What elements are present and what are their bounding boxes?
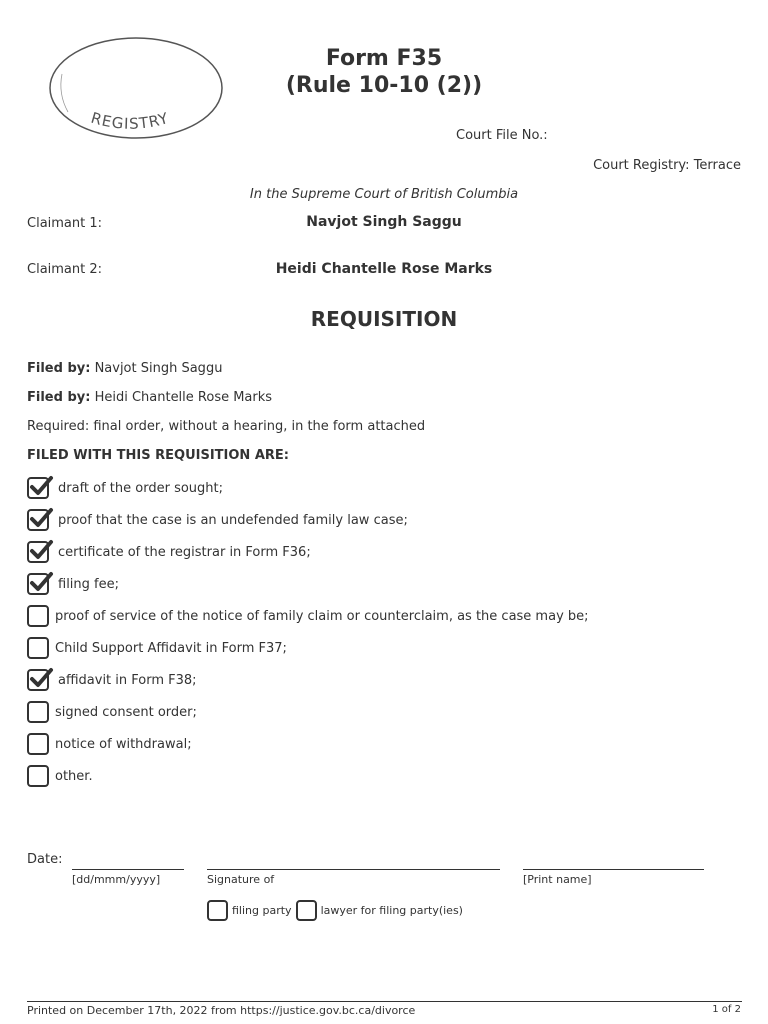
court-registry: Court Registry: Terrace [593, 158, 741, 173]
filed-by-name: Navjot Singh Saggu [94, 361, 223, 376]
checklist-item-label: signed consent order; [55, 704, 197, 720]
checklist-item-label: proof of service of the notice of family claim or counterclaim, as the case may be; [55, 608, 589, 624]
checkbox-checked[interactable] [27, 477, 49, 499]
checkbox-unchecked[interactable] [27, 733, 49, 755]
checklist-item [27, 541, 311, 563]
filed-by-2 [27, 390, 272, 405]
lawyer-checkbox[interactable] [296, 900, 317, 921]
form-title: Form F35 [325, 46, 443, 71]
checkmark-icon [29, 570, 55, 594]
footer-divider [27, 1001, 742, 1002]
checklist-item [27, 669, 197, 691]
date-line[interactable] [72, 869, 184, 870]
filed-by-label: Filed by: [27, 361, 91, 376]
checkmark-icon [29, 666, 55, 690]
checklist-item [27, 573, 119, 595]
filed-by-label: Filed by: [27, 390, 91, 405]
checklist-item-label: notice of withdrawal; [55, 736, 192, 752]
checkmark-icon [29, 474, 55, 498]
court-file-label: Court File No.: [456, 128, 548, 143]
checklist-item-label: draft of the order sought; [58, 480, 224, 496]
required-text: Required: final order, without a hearing, in the form attached [27, 419, 426, 434]
filed-with-heading: FILED WITH THIS REQUISITION ARE: [27, 448, 289, 463]
printed-on: Printed on December 17th, 2022 from https://justice.gov.bc.ca/divorce [27, 1004, 416, 1017]
claimant-1-label: Claimant 1: [27, 216, 103, 231]
checklist-item-label: filing fee; [58, 576, 119, 592]
checkbox-checked[interactable] [27, 541, 49, 563]
date-label: Date: [27, 852, 63, 867]
checklist-item [27, 605, 589, 627]
lawyer-label: lawyer for filing party(ies) [320, 904, 463, 917]
claimant-1-name: Navjot Singh Saggu [306, 214, 462, 230]
print-name-line[interactable] [523, 869, 704, 870]
checklist-item-label: certificate of the registrar in Form F36; [58, 544, 311, 560]
checklist-item-label: affidavit in Form F38; [58, 672, 197, 688]
page-number: 1 of 2 [712, 1004, 741, 1015]
filed-by-name: Heidi Chantelle Rose Marks [94, 390, 273, 405]
checkbox-unchecked[interactable] [27, 765, 49, 787]
checklist-item [27, 637, 287, 659]
court-name: In the Supreme Court of British Columbia [249, 187, 519, 202]
checklist-item-label: proof that the case is an undefended family law case; [58, 512, 408, 528]
checkbox-unchecked[interactable] [27, 637, 49, 659]
checkbox-checked[interactable] [27, 509, 49, 531]
svg-text:REGISTRY [89, 109, 171, 133]
requisition-title: REQUISITION [310, 307, 458, 331]
print-name-hint: [Print name] [523, 873, 592, 886]
filed-by-1 [27, 361, 222, 376]
filing-party-checkbox[interactable] [207, 900, 228, 921]
checkbox-checked[interactable] [27, 669, 49, 691]
checklist-item-label: Child Support Affidavit in Form F37; [55, 640, 287, 656]
signer-role-options [207, 900, 463, 921]
claimant-2-label: Claimant 2: [27, 262, 103, 277]
checkbox-unchecked[interactable] [27, 701, 49, 723]
date-hint: [dd/mmm/yyyy] [72, 873, 161, 886]
checklist-item [27, 733, 192, 755]
form-rule: (Rule 10-10 (2)) [285, 73, 483, 98]
checkmark-icon [29, 538, 55, 562]
checklist-item [27, 701, 197, 723]
checklist-item [27, 765, 93, 787]
checklist-item [27, 509, 408, 531]
claimant-2-name: Heidi Chantelle Rose Marks [275, 261, 493, 277]
stamp-text: REGISTRY [88, 108, 172, 133]
checkbox-unchecked[interactable] [27, 605, 49, 627]
filing-party-label: filing party [232, 904, 292, 917]
signature-of-label: Signature of [207, 873, 275, 886]
signature-line[interactable] [207, 869, 500, 870]
checkmark-icon [29, 506, 55, 530]
checkbox-checked[interactable] [27, 573, 49, 595]
checklist-item-label: other. [55, 768, 93, 784]
checklist-item [27, 477, 223, 499]
